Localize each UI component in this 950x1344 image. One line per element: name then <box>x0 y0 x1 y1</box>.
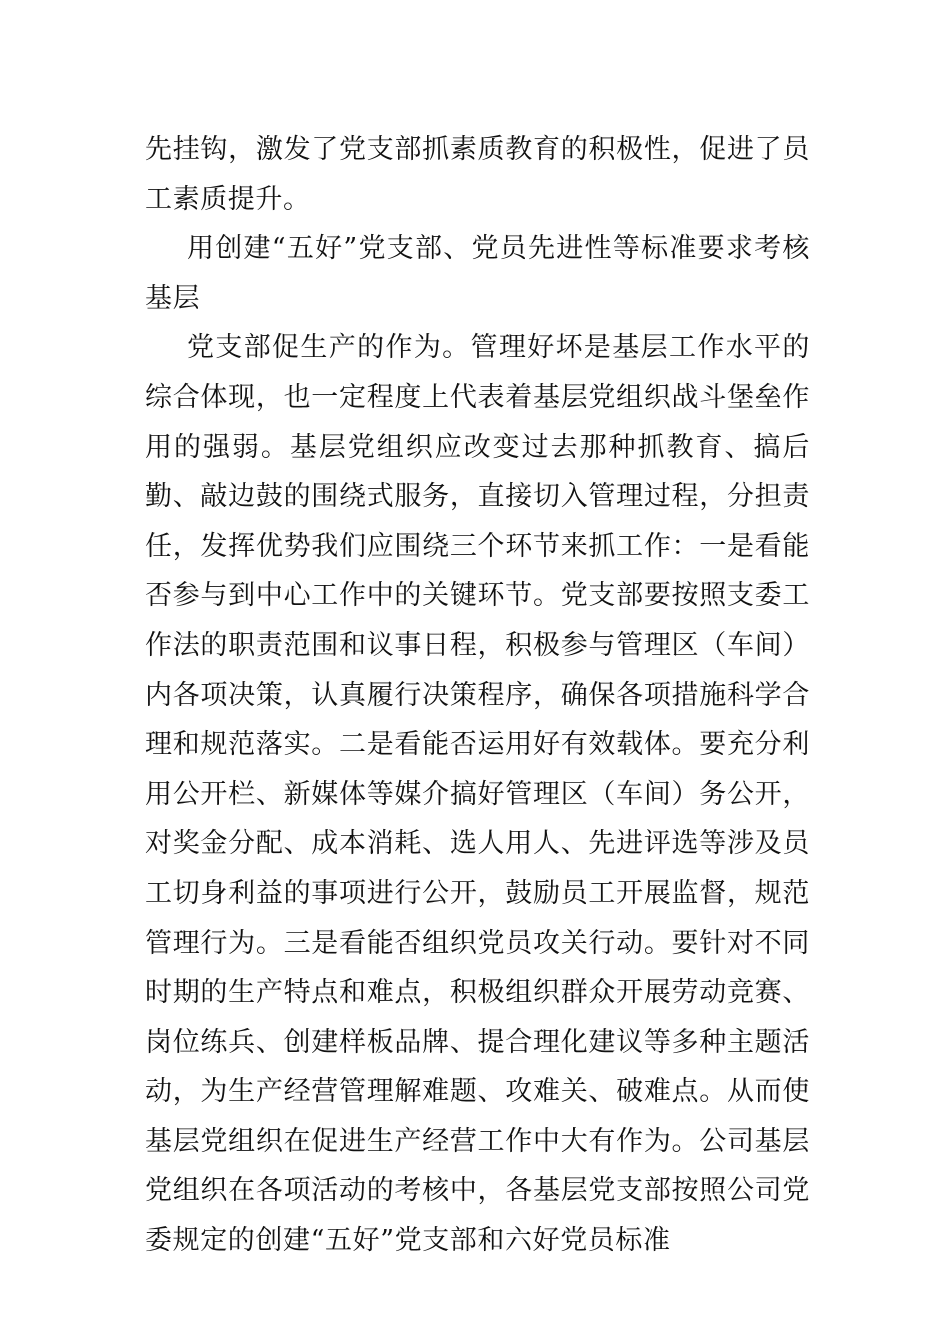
paragraph-2: 用创建“五好”党支部、党员先进性等标准要求考核基层 <box>145 233 810 314</box>
paragraph-3: 党支部促生产的作为。管理好坏是基层工作水平的综合体现，也一定程度上代表着基层党组织战斗堡垒作用的强弱。基层党组织应改变过去那种抓教育、搞后勤、敲边鼓的围绕式服务，直接切入管理过程，分担责任，发挥优势我们应围绕三个环节来抓工作：一是看能否参与到中心工作中的关键环节。党支部要按照支委工作法的职责范围和议事日程，积极参与管理区（车间）内各项决策，认真履行决策程序，确保各项措施科学合理和规范落实。二是看能否运用好有效载体。要充分利用公开栏、新媒体等媒介搞好管理区（车间）务公开，对奖金分配、成本消耗、选人用人、先进评选等涉及员工切身利益的事项进行公开，鼓励员工开展监督，规范管理行为。三是看能否组织党员攻关行动。要针对不同时期的生产特点和难点，积极组织群众开展劳动竞赛、岗位练兵、创建样板品牌、提合理化建议等多种主题活动，为生产经营管理解难题、攻难关、破难点。从而使基层党组织在促进生产经营工作中大有作为。公司基层党组织在各项活动的考核中，各基层党支部按照公司党委规定的创建“五好”党支部和六好党员标准 <box>145 332 810 1257</box>
body-text <box>145 125 810 1266</box>
paragraph-1: 先挂钩，激发了党支部抓素质教育的积极性，促进了员工素质提升。 <box>145 134 810 215</box>
